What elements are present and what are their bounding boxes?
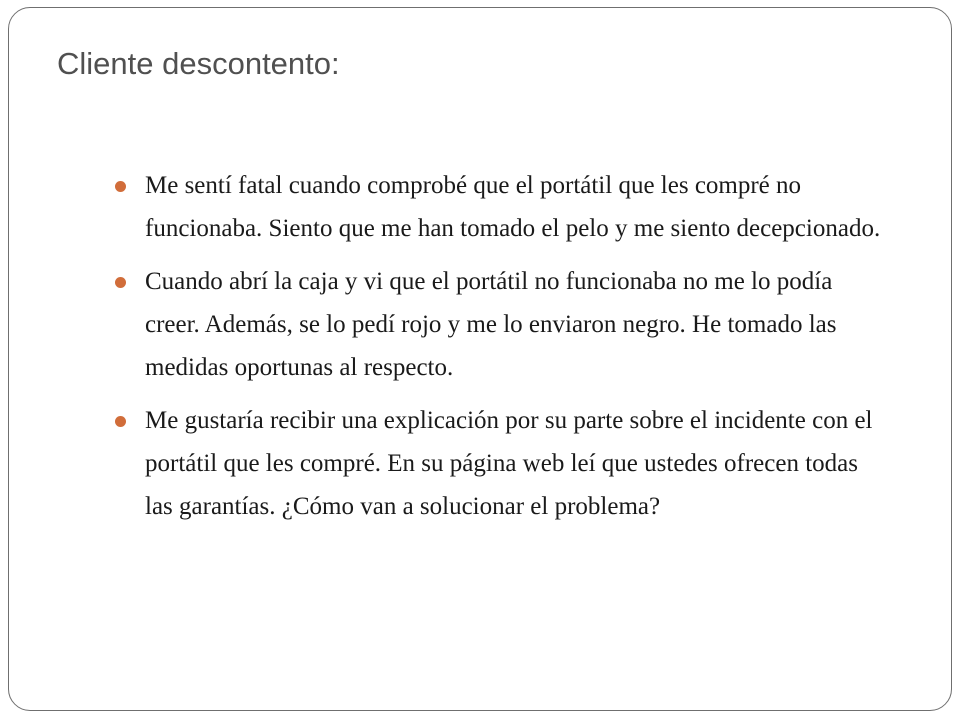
bullet-dot-icon	[115, 181, 126, 192]
bullet-dot-icon	[115, 416, 126, 427]
bullet-item	[115, 164, 885, 250]
bullet-item	[115, 260, 885, 389]
bullet-text: Me sentí fatal cuando comprobé que el portátil que les compré no funcionaba. Siento que me han tomado el pelo y me siento decepcionado.	[145, 172, 881, 242]
bullet-text: Me gustaría recibir una explicación por su parte sobre el incidente con el portátil que les compré. En su página web leí que ustedes ofrecen todas las garantías. ¿Cómo van a solucionar el problema?	[145, 407, 873, 520]
bullet-item	[115, 399, 885, 528]
bullet-text: Cuando abrí la caja y vi que el portátil no funcionaba no me lo podía creer. Además, se lo pedí rojo y me lo enviaron negro. He tomado las medidas oportunas al respecto.	[145, 268, 837, 381]
bullet-dot-icon	[115, 277, 126, 288]
slide-frame	[8, 7, 952, 711]
slide-title: Cliente descontento:	[57, 46, 340, 81]
bullet-list	[115, 164, 885, 528]
